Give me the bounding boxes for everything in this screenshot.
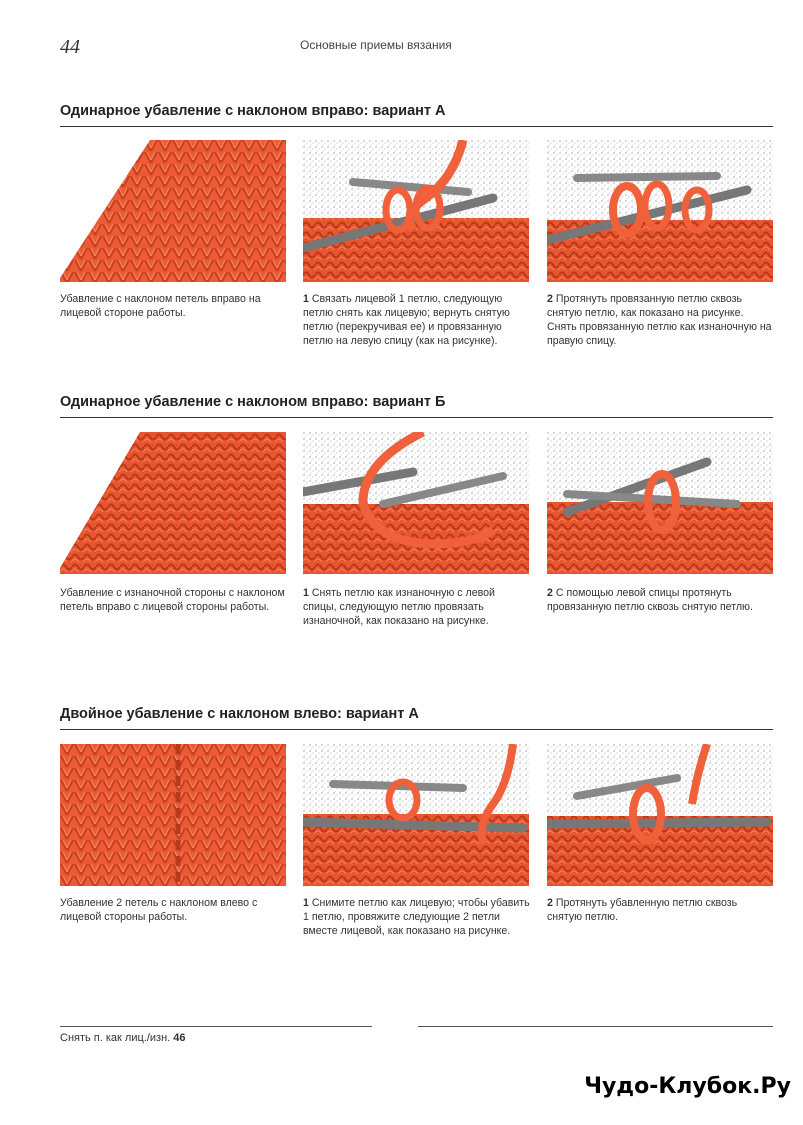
footer-ref-page: 46 — [173, 1032, 186, 1044]
step-number: 2 — [547, 897, 553, 909]
step-number: 2 — [547, 587, 553, 599]
step-number: 1 — [303, 293, 309, 305]
illustration-c-step2 — [547, 744, 773, 886]
running-header: Основные приемы вязания — [300, 38, 452, 52]
section-rule — [60, 126, 773, 127]
footer-ref-text: Снять п. как лиц./изн. — [60, 1032, 171, 1044]
illustration-b-step2 — [547, 432, 773, 574]
section-title-a: Одинарное убавление с наклоном вправо: вариант А — [60, 103, 446, 119]
step-number: 2 — [547, 293, 553, 305]
caption-a-step2 — [547, 292, 775, 348]
knit-photo-a — [60, 140, 286, 282]
illustration-a-step1 — [303, 140, 529, 282]
caption-b-step2 — [547, 586, 775, 614]
footer-cross-reference — [60, 1032, 186, 1044]
caption-c-step1 — [303, 896, 531, 938]
footer-rule — [418, 1026, 773, 1027]
caption-c-step2 — [547, 896, 775, 924]
step-number: 1 — [303, 587, 309, 599]
section-title-c: Двойное убавление с наклоном влево: вариант А — [60, 706, 419, 722]
caption-b-main: Убавление с изнаночной стороны с наклоном петель вправо с лицевой стороны работы. — [60, 587, 285, 613]
step-text: С помощью левой спицы протянуть провязанную петлю сквозь снятую петлю. — [547, 587, 753, 613]
step-text: Снимите петлю как лицевую; чтобы убавить 1 петлю, провяжите следующие 2 петли вместе лицевой, как показано на рисунке. — [303, 897, 530, 937]
step-text: Связать лицевой 1 петлю, следующую петлю снять как лицевую; вернуть снятую петлю (перекручивая ее) и провязанную петлю на левую спицу (как на рисунке). — [303, 293, 510, 347]
step-text: Протянуть убавленную петлю сквозь снятую петлю. — [547, 897, 738, 923]
footer-rule — [60, 1026, 372, 1027]
caption-a-main: Убавление с наклоном петель вправо на лицевой стороне работы. — [60, 293, 261, 319]
page-number: 44 — [60, 36, 80, 58]
section-rule — [60, 729, 773, 730]
step-text: Протянуть провязанную петлю сквозь снятую петлю, как показано на рисунке. Снять провязанную петлю как изнаночную на правую спицу. — [547, 293, 772, 347]
illustration-a-step2 — [547, 140, 773, 282]
step-number: 1 — [303, 897, 309, 909]
caption-c-main: Убавление 2 петель с наклоном влево с лицевой стороны работы. — [60, 897, 258, 923]
knit-photo-c — [60, 744, 286, 886]
caption-b-step1 — [303, 586, 531, 628]
knit-photo-b — [60, 432, 286, 574]
watermark: Чудо-Клубок.Ру — [584, 1074, 791, 1099]
caption-a-step1 — [303, 292, 531, 348]
section-rule — [60, 417, 773, 418]
step-text: Снять петлю как изнаночную с левой спицы, следующую петлю провязать изнаночной, как показано на рисунке. — [303, 587, 495, 627]
illustration-c-step1 — [303, 744, 529, 886]
illustration-b-step1 — [303, 432, 529, 574]
section-title-b: Одинарное убавление с наклоном вправо: вариант Б — [60, 394, 446, 410]
